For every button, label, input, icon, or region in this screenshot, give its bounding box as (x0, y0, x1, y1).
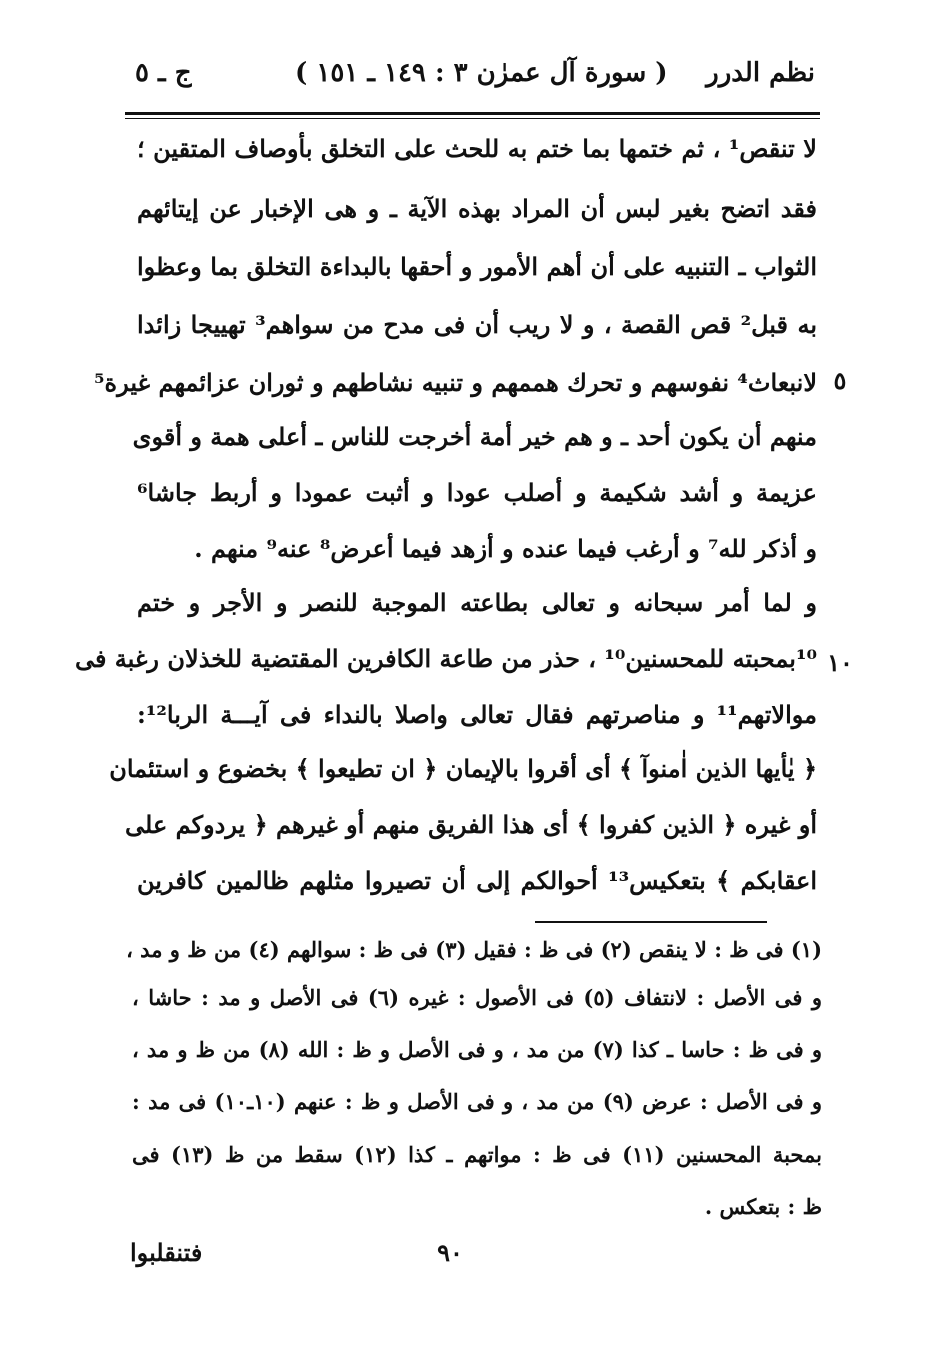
book-title: نظم الدرر (706, 58, 815, 88)
running-header (125, 58, 815, 98)
body-line: لا تنقص¹ ، ثم ختمها بما ختم به للحث على التخلق بأوصاف المتقين ؛ (137, 134, 817, 163)
footnote-line: و فى الأصل : عرض (٩) من مد ، و فى الأصل و ظ : عنهم (١٠ـ١٠) فى مد : (132, 1089, 822, 1114)
footnote-separator (535, 921, 767, 923)
footnote-line: و فى ظ : حاسا ـ كذا (٧) من مد ، و فى الأصل و ظ : الله (٨) من ظ و مد ، (132, 1037, 822, 1062)
body-line: منهم أن يكون أحد ـ و هم خير أمة أخرجت للناس ـ أعلى همة و أقوى (132, 422, 817, 451)
surah-reference: ( سورة آل عمرٰن ٣ : ١٤٩ ـ ١٥١ ) (295, 58, 668, 88)
body-line: موالاتهم¹¹ و مناصرتهم فقال تعالى واصلا بالنداء فى آيـــة الربا¹²: (137, 700, 817, 729)
body-line: الثواب ـ التنبيه على أن أهم الأمور و أحقها بالبداءة التخلق بما وعظوا (137, 252, 817, 281)
body-line: ¹⁰بمحبته للمحسنين¹⁰ ، حذر من طاعة الكافرين المقتضية للخذلان رغبة فى (74, 644, 817, 673)
catchword: فتنقلبوا (130, 1238, 203, 1267)
line-number-5: ٥ (833, 366, 847, 395)
body-line: و لما أمر سبحانه و تعالى بطاعته الموجبة للنصر و الأجر و ختم (137, 588, 817, 617)
body-line: لانبعاث⁴ نفوسهم و تحرك هممهم و تنبيه نشاطهم و ثوران عزائمهم غيرة⁵ (93, 368, 817, 397)
footnote-line: (١) فى ظ : لا ينقص (٢) فى ظ : فقيل (٣) فى ظ : سوالهم (٤) من ظ و مد ، (126, 937, 822, 962)
line-number-10: ١٠ (827, 648, 853, 677)
header-rule-thin (125, 118, 820, 119)
body-line: فقد اتضح بغير لبس أن المراد بهذه الآية ـ و هى الإخبار عن إيتائهم (137, 194, 817, 223)
footnote-line: ظ : بتعكس . (704, 1194, 822, 1219)
volume-number: ج ـ ٥ (135, 58, 192, 88)
body-line: ﴿ يٰأيها الذين اٰمنوآ ﴾ أى أقروا بالإيمان ﴿ ان تطيعوا ﴾ بخضوع و استئمان (109, 754, 817, 783)
footnote-line: بمحبة المحسنين (١١) فى ظ : مواتهم ـ كذا (١٢) سقط من ظ (١٣) فى (132, 1142, 822, 1167)
body-line: به قبل² قص القصة ، و لا ريب أن فى مدح من سواهم³ تهييجا زائدا (137, 310, 817, 339)
body-line: و أذكر لله⁷ و أرغب فيما عنده و أزهد فيما أعرض⁸ عنه⁹ منهم . (194, 534, 817, 563)
body-line: عزيمة و أشد شكيمة و أصلب عودا و أثبت عمودا و أربط جاشا⁶ (137, 478, 817, 507)
header-rule (125, 112, 820, 115)
page-number: ٩٠ (437, 1238, 463, 1267)
body-line: اعقابكم ﴾ بتعكيس¹³ أحوالكم إلى أن تصيروا مثلهم ظالمين كافرين (137, 866, 818, 895)
footnote-line: و فى الأصل : لانتفاف (٥) فى الأصول : غيره (٦) فى الأصل و مد : حاشا ، (132, 985, 822, 1010)
body-line: أو غيره ﴿ الذين كفروا ﴾ أى هذا الفريق منهم أو غيرهم ﴿ يردوكم على (125, 810, 817, 839)
